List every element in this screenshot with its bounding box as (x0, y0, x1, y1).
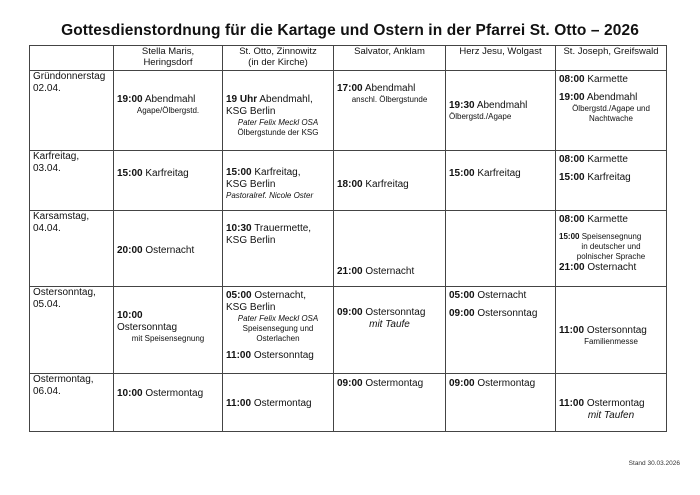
service-cell: 08:00 Karmette 19:00 Abendmahl Ölbergstd./Agape und Nachtwache (556, 71, 667, 151)
service-cell: 17:00 Abendmahl anschl. Ölbergstunde (334, 71, 446, 151)
day-cell: Karsamstag, 04.04. (30, 211, 114, 287)
service-cell: 19:30 Abendmahl Ölbergstd./Agape (446, 71, 556, 151)
service-cell: 05:00 Osternacht, KSG Berlin Pater Felix Meckl OSA Speisensegung und Osterlachen 11:00 Ostersonntag (223, 287, 334, 374)
service-cell: 15:00 Karfreitag, KSG Berlin Pastoralref. Nicole Oster (223, 151, 334, 211)
column-header-anklam: Salvator, Anklam (334, 46, 446, 71)
column-header-wolgast: Herz Jesu, Wolgast (446, 46, 556, 71)
service-cell: 19:00 Abendmahl Agape/Ölbergstd. (114, 71, 223, 151)
page-title: Gottesdienstordnung für die Kartage und Ostern in der Pfarrei St. Otto – 2026 (61, 22, 639, 39)
schedule-table (29, 45, 667, 432)
table-row (30, 374, 667, 432)
service-cell: 15:00 Karfreitag (446, 151, 556, 211)
stand-date: Stand 30.03.2026 (628, 460, 680, 467)
service-cell: 11:00 Ostersonntag Familienmesse (556, 287, 667, 374)
corner-cell (30, 46, 114, 71)
day-cell: Karfreitag, 03.04. (30, 151, 114, 211)
service-cell: 10:00 Ostersonntag mit Speisensegnung (114, 287, 223, 374)
service-cell: 10:00 Ostermontag (114, 374, 223, 432)
service-cell: 15:00 Karfreitag (114, 151, 223, 211)
service-cell: 09:00 Ostermontag (446, 374, 556, 432)
column-header-heringsdorf: Stella Maris, Heringsdorf (114, 46, 223, 71)
day-cell: Ostermontag, 06.04. (30, 374, 114, 432)
column-header-greifswald: St. Joseph, Greifswald (556, 46, 667, 71)
service-cell: 21:00 Osternacht (334, 211, 446, 287)
table-row (30, 287, 667, 374)
table-row (30, 151, 667, 211)
service-cell: 18:00 Karfreitag (334, 151, 446, 211)
header-row (30, 46, 667, 71)
table-row (30, 211, 667, 287)
table-row (30, 71, 667, 151)
service-cell: 05:00 Osternacht 09:00 Ostersonntag (446, 287, 556, 374)
service-cell: 08:00 Karmette 15:00 Karfreitag (556, 151, 667, 211)
service-cell: 11:00 Ostermontag mit Taufen (556, 374, 667, 432)
service-cell: 20:00 Osternacht (114, 211, 223, 287)
service-cell: 09:00 Ostersonntag mit Taufe (334, 287, 446, 374)
day-cell: Ostersonntag, 05.04. (30, 287, 114, 374)
day-cell: Gründonnerstag 02.04. (30, 71, 114, 151)
service-cell: 19 Uhr Abendmahl, KSG Berlin Pater Felix Meckl OSA Ölbergstunde der KSG (223, 71, 334, 151)
service-cell (446, 211, 556, 287)
service-cell: 11:00 Ostermontag (223, 374, 334, 432)
column-header-zinnowitz: St. Otto, Zinnowitz (in der Kirche) (223, 46, 334, 71)
service-cell: 08:00 Karmette 15:00 Speisensegnung in deutscher und polnischer Sprache 21:00 Osternacht (556, 211, 667, 287)
service-cell: 10:30 Trauermette, KSG Berlin (223, 211, 334, 287)
service-cell: 09:00 Ostermontag (334, 374, 446, 432)
